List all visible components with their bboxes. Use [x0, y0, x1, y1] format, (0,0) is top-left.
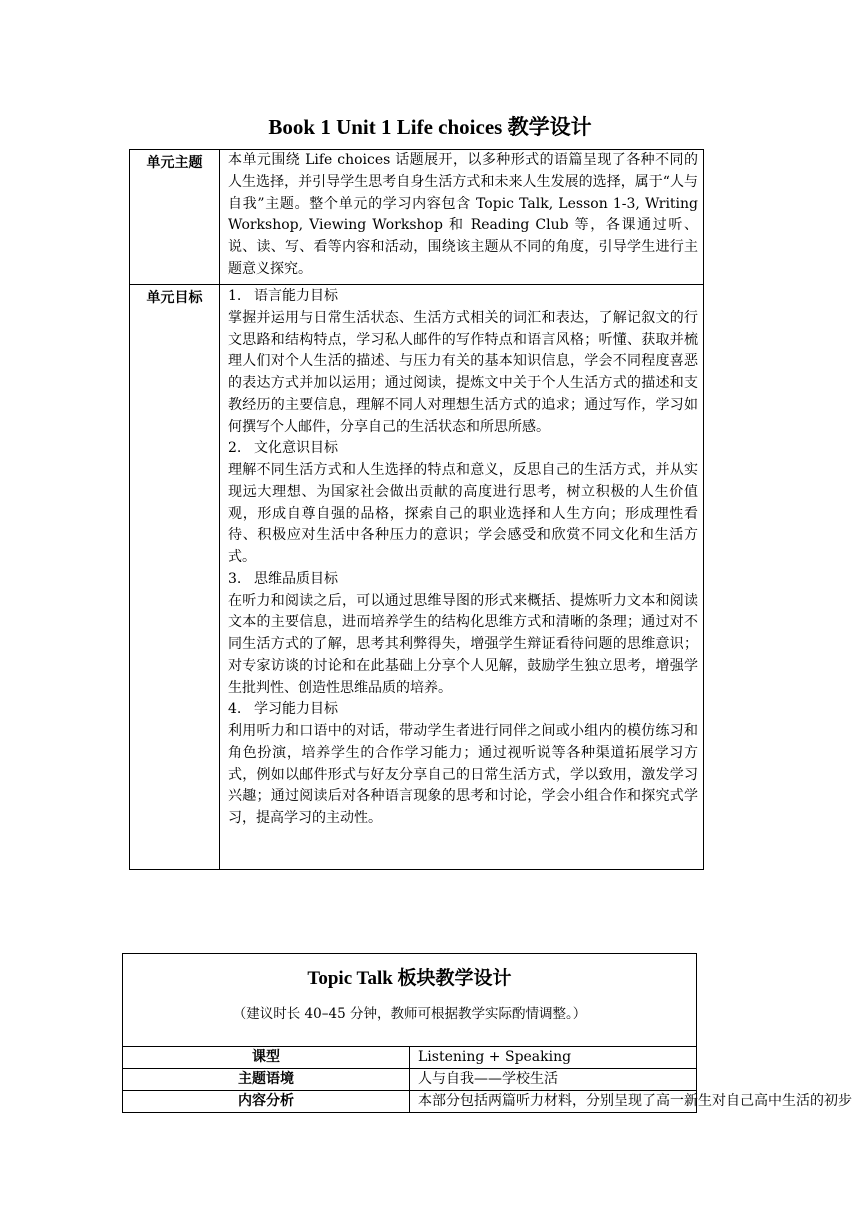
- lesson-type-value: Listening + Speaking: [410, 1047, 697, 1069]
- goal-text-learning: 利用听力和口语中的对话，带动学生者进行同伴之间或小组内的模仿练习和角色扮演，培养学生的合作学习能力；通过视听说等各种渠道拓展学习方式，例如以邮件形式与好友分享自己的日常生活方式，学以致用，激发学习兴趣；通过阅读后对各种语言现象的思考和讨论，学会小组合作和探究式学习，提高学习的主动性。: [228, 723, 698, 826]
- table-row: [123, 1047, 697, 1069]
- theme-context-value: 人与自我——学校生活: [410, 1069, 697, 1091]
- topic-talk-header: [123, 954, 697, 1047]
- goals-label: 单元目标: [130, 285, 220, 870]
- theme-label: 单元主题: [130, 150, 220, 285]
- topic-talk-table: [122, 953, 852, 1113]
- theme-context-label: 主题语境: [123, 1069, 410, 1091]
- table-row: [123, 1091, 697, 1113]
- topic-talk-title: Topic Talk 板块教学设计: [307, 968, 512, 989]
- goal-heading-thinking: 3. 思维品质目标: [228, 570, 338, 587]
- goal-text-culture: 理解不同生活方式和人生选择的特点和意义，反思自己的生活方式，并从实现远大理想、为国家社会做出贡献的高度进行思考，树立积极的人生价值观，形成自尊自强的品格，探索自己的职业选择和人生方向；形成理性看待、积极应对生活中各种压力的意识；学会感受和欣赏不同文化和生活方式。: [228, 462, 698, 565]
- goal-heading-culture: 2. 文化意识目标: [228, 440, 338, 457]
- goals-content: [220, 285, 704, 870]
- document-title: Book 1 Unit 1 Life choices 教学设计: [268, 115, 592, 139]
- goal-text-language: 掌握并运用与日常生活状态、生活方式相关的词汇和表达，了解记叙文的行文思路和结构特点，学习私人邮件的写作特点和语言风格；听懂、获取并梳理人们对个人生活的描述、与压力有关的基本知识信息，学会不同程度喜恶的表达方式并加以运用；通过阅读，提炼文中关于个人生活方式的描述和支教经历的主要信息，理解不同人对理想生活方式的追求；通过写作，学习如何撰写个人邮件，分享自己的生活状态和所思所感。: [228, 309, 698, 435]
- table-row-header: [123, 954, 697, 1047]
- goal-text-thinking: 在听力和阅读之后，可以通过思维导图的形式来概括、提炼听力文本和阅读文本的主要信息，进而培养学生的结构化思维方式和清晰的条理；通过对不同生活方式的了解，思考其利弊得失，增强学生辩证看待问题的思维意识；对专家访谈的讨论和在此基础上分享个人见解，鼓励学生独立思考，增强学生批判性、创造性思维品质的培养。: [228, 592, 698, 696]
- theme-text: 本单元围绕 Life choices 话题展开，以多种形式的语篇呈现了各种不同的人生选择，并引导学生思考自身生活方式和未来人生发展的选择，属于“人与自我”主题。整个单元的学习内容包含 Topic Talk, Lesson 1-3, Writing Workshop, Viewing Workshop 和 Reading Club 等，各课通过听、说、读、写、看等内容和活动，围绕该主题从不同的角度，引导学生进行主题意义探究。: [220, 150, 704, 285]
- table-row-goals: [130, 285, 704, 870]
- content-analysis-value: 本部分包括两篇听力材料，分别呈现了高一新生对自己高中生活的初步: [410, 1091, 697, 1113]
- unit-design-table: [129, 149, 704, 870]
- content-analysis-label: 内容分析: [123, 1091, 410, 1113]
- goal-heading-language: 1. 语言能力目标: [228, 288, 338, 304]
- goal-heading-learning: 4. 学习能力目标: [228, 701, 338, 718]
- duration-note: （建议时长 40–45 分钟，教师可根据教学实际酌情调整。）: [232, 1006, 587, 1022]
- table-row-theme: [130, 150, 704, 285]
- lesson-type-label: 课型: [123, 1047, 410, 1069]
- table-row: [123, 1069, 697, 1091]
